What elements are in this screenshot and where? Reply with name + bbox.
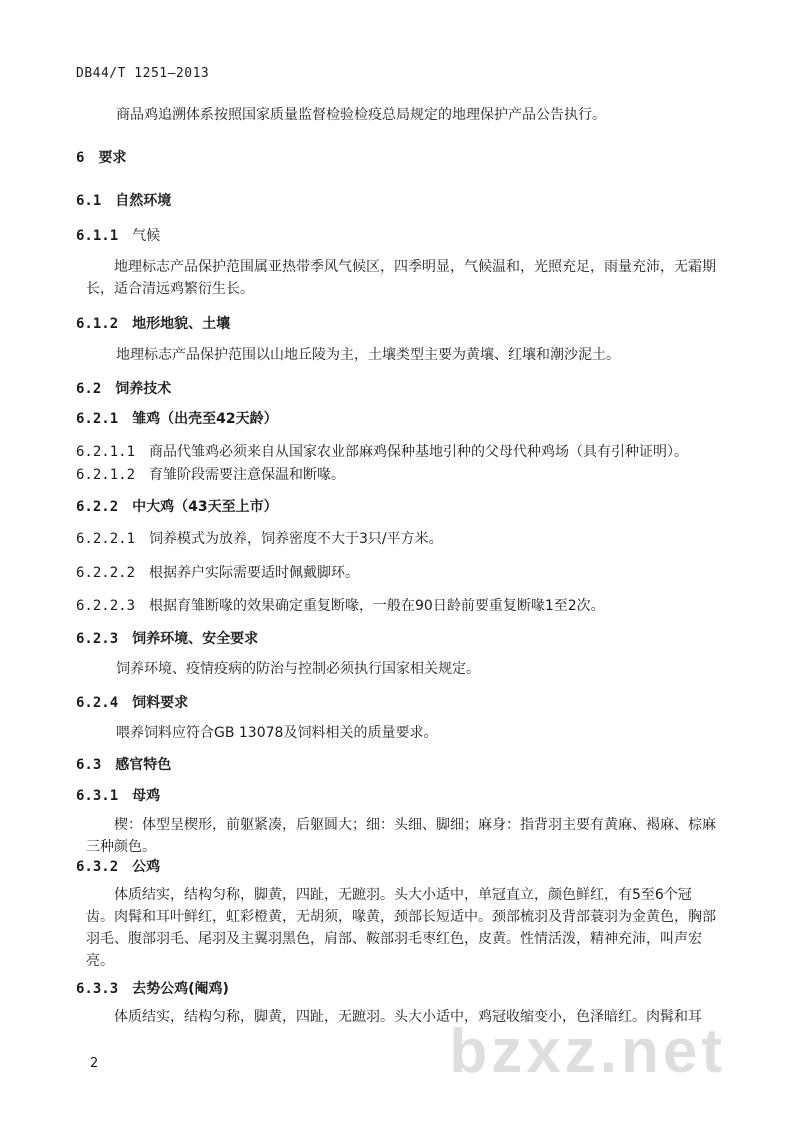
section-title: 中大鸡（43天至上市）: [132, 499, 278, 515]
heading-6-3-2: [76, 858, 160, 876]
section-number: 6.2.4: [76, 695, 119, 711]
clause-number: 6.2.2.3: [76, 598, 136, 614]
clause-6-2-1-2: [76, 466, 345, 484]
section-number: 6.2.3: [76, 631, 119, 647]
page-number: 2: [90, 1056, 99, 1071]
heading-6-1: [76, 192, 171, 210]
heading-6-2-3: [76, 630, 258, 648]
clause-number: 6.2.1.1: [76, 444, 136, 460]
clause-6-2-1-1: [76, 443, 688, 461]
clause-6-2-2-2: [76, 564, 359, 582]
clause-text: 根据育雏断喙的效果确定重复断喙，一般在90日龄前要重复断喙1至2次。: [149, 598, 605, 614]
paragraph-6-3-1: 楔：体型呈楔形，前躯紧凑，后躯圆大；细：头细、脚细；麻身：指背羽主要有黄麻、褐麻、棕麻三种颜色。: [86, 817, 716, 855]
clause-text: 饲养模式为放养，饲养密度不大于3只/平方米。: [149, 531, 443, 547]
heading-6-2-1: [76, 410, 278, 428]
section-title: 气候: [132, 228, 161, 244]
section-number: 6.1: [76, 193, 102, 209]
intro-paragraph: 商品鸡追溯体系按照国家质量监督检验检疫总局规定的地理保护产品公告执行。: [116, 107, 606, 123]
section-number: 6.2: [76, 381, 102, 397]
paragraph-6-3-3: 体质结实，结构匀称，脚黄，四趾，无蹠羽。头大小适中，鸡冠收缩变小，色泽暗红。肉髯和耳: [114, 1009, 702, 1025]
section-number: 6.3.3: [76, 981, 119, 997]
clause-text: 根据养户实际需要适时佩戴脚环。: [149, 565, 360, 581]
section-number: 6: [76, 150, 85, 166]
heading-6-3: [76, 756, 171, 774]
heading-6-2-2: [76, 498, 278, 516]
section-title: 公鸡: [132, 859, 161, 875]
section-title: 母鸡: [132, 788, 161, 804]
section-title: 饲养环境、安全要求: [132, 631, 259, 647]
paragraph-6-2-4: 喂养饲料应符合GB 13078及饲料相关的质量要求。: [116, 725, 438, 741]
heading-6-1-1: [76, 227, 160, 245]
clause-number: 6.2.1.2: [76, 467, 136, 483]
section-title: 雏鸡（出壳至42天龄）: [132, 411, 278, 427]
heading-6: [76, 149, 126, 167]
heading-6-2: [76, 380, 171, 398]
clause-text: 育雏阶段需要注意保温和断喙。: [149, 467, 346, 483]
heading-6-3-1: [76, 787, 160, 805]
clause-6-2-2-1: [76, 530, 443, 548]
clause-6-2-2-3: [76, 597, 605, 615]
section-number: 6.1.2: [76, 316, 119, 332]
section-number: 6.3.1: [76, 788, 119, 804]
paragraph-6-1-1: 地理标志产品保护范围属亚热带季风气候区，四季明显，气候温和，光照充足，雨量充沛，无霜期长，适合清远鸡繁衍生长。: [86, 259, 716, 297]
watermark: bzxz.net: [449, 1017, 726, 1086]
heading-6-3-3: [76, 980, 229, 998]
paragraph-6-2-3: 饲养环境、疫情疫病的防治与控制必须执行国家相关规定。: [116, 661, 480, 677]
section-title: 饲料要求: [132, 695, 189, 711]
section-number: 6.1.1: [76, 228, 119, 244]
paragraph-6-1-2: 地理标志产品保护范围以山地丘陵为主，土壤类型主要为黄壤、红壤和潮沙泥土。: [116, 347, 620, 363]
section-number: 6.3.2: [76, 859, 119, 875]
section-title: 感官特色: [115, 757, 172, 773]
clause-text: 商品代雏鸡必须来自从国家农业部麻鸡保种基地引种的父母代种鸡场（具有引种证明）。: [149, 444, 689, 460]
section-title: 地形地貌、土壤: [132, 316, 231, 332]
clause-number: 6.2.2.2: [76, 565, 136, 581]
section-number: 6.2.1: [76, 411, 119, 427]
section-title: 去势公鸡(阉鸡): [132, 981, 229, 997]
section-title: 要求: [98, 150, 127, 166]
heading-6-1-2: [76, 315, 230, 333]
section-number: 6.3: [76, 757, 102, 773]
section-number: 6.2.2: [76, 499, 119, 515]
document-id: DB44/T 1251—2013: [76, 66, 210, 81]
paragraph-6-3-2: 体质结实，结构匀称，脚黄，四趾，无蹠羽。头大小适中，单冠直立，颜色鲜红，有5至6个冠齿。肉髯和耳叶鲜红，虹彩橙黄，无胡须，喙黄，颈部长短适中。颈部梳羽及背部蓑羽为金黄色，胸部羽毛、腹部羽毛、尾羽及主翼羽黑色，肩部、鞍部羽毛枣红色，皮黄。性情活泼，精神充沛，叫声宏亮。: [86, 887, 716, 969]
heading-6-2-4: [76, 694, 188, 712]
section-title: 自然环境: [115, 193, 172, 209]
section-title: 饲养技术: [115, 381, 172, 397]
clause-number: 6.2.2.1: [76, 531, 136, 547]
